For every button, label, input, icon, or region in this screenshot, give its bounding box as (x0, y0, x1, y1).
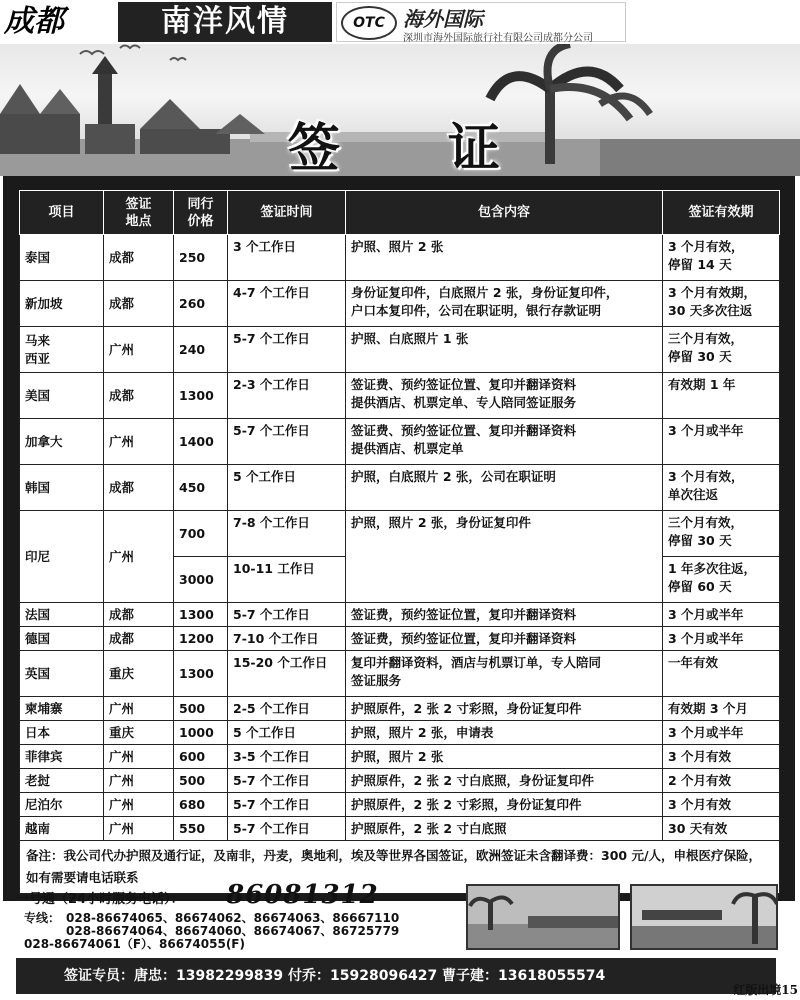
validity-cell: 3 个月或半年 (663, 419, 780, 465)
visa-table (19, 190, 780, 894)
country-cell: 菲律宾 (20, 745, 104, 769)
price-cell: 250 (174, 235, 228, 281)
table-row (20, 793, 780, 817)
country-cell: 马来 西亚 (20, 327, 104, 373)
validity-cell: 一年有效 (663, 651, 780, 697)
content-cell: 身份证复印件，白底照片 2 张，身份证复印件， 户口本复印件，公司在职证明，银行存款证明 (346, 281, 663, 327)
header-bar (0, 0, 800, 44)
validity-cell: 三个月有效， 停留 30 天 (663, 327, 780, 373)
time-cell: 5-7 个工作日 (228, 327, 346, 373)
validity-cell: 有效期 1 年 (663, 373, 780, 419)
content-cell: 护照，照片 2 张，身份证复印件 (346, 511, 663, 603)
time-cell: 10-11 工作日 (228, 557, 346, 603)
banner-scenery-image (0, 44, 800, 176)
content-cell: 签证费、预约签证位置、复印并翻译资料 提供酒店、机票定单、专人陪同签证服务 (346, 373, 663, 419)
header-brand: 南洋风情 (118, 2, 332, 42)
time-cell: 5-7 个工作日 (228, 603, 346, 627)
location-cell: 重庆 (104, 721, 174, 745)
table-row (20, 817, 780, 841)
table-row (20, 327, 780, 373)
banner-title-right: 证 (448, 118, 501, 176)
country-cell: 柬埔寨 (20, 697, 104, 721)
table-row (20, 651, 780, 697)
table-row (20, 511, 780, 557)
note-text: 备注：我公司代办护照及通行证，及南非，丹麦，奥地利，埃及等世界各国签证，欧洲签证未含翻译费：300 元/人，申根医疗保险，如有需要请电话联系 (20, 841, 780, 894)
validity-cell: 3 个月有效， 停留 14 天 (663, 235, 780, 281)
country-cell: 泰国 (20, 235, 104, 281)
validity-cell: 30 天有效 (663, 817, 780, 841)
location-cell: 成都 (104, 281, 174, 327)
price-cell: 680 (174, 793, 228, 817)
location-cell: 成都 (104, 235, 174, 281)
country-cell: 新加坡 (20, 281, 104, 327)
price-cell: 450 (174, 465, 228, 511)
validity-cell: 3 个月有效 (663, 745, 780, 769)
header-city: 成都 (4, 4, 64, 39)
location-cell: 成都 (104, 373, 174, 419)
table-row (20, 697, 780, 721)
header-item: 项目 (20, 191, 104, 235)
header-validity: 签证有效期 (663, 191, 780, 235)
table-row (20, 603, 780, 627)
table-row (20, 745, 780, 769)
location-cell: 广州 (104, 769, 174, 793)
location-cell: 广州 (104, 745, 174, 769)
phone-line-1: 028-86674065、86674062、86674063、86667110 (66, 911, 400, 925)
phone-line-label: 专线： (24, 911, 61, 925)
time-cell: 3 个工作日 (228, 235, 346, 281)
company-logo (336, 2, 626, 42)
price-cell: 260 (174, 281, 228, 327)
content-cell: 复印并翻译资料，酒店与机票订单，专人陪同 签证服务 (346, 651, 663, 697)
time-cell: 5-7 个工作日 (228, 419, 346, 465)
time-cell: 4-7 个工作日 (228, 281, 346, 327)
visa-specialists-bar: 签证专员：唐忠：13982299839 付乔：15928096427 曹子建：13618055574 (16, 958, 776, 994)
time-cell: 5-7 个工作日 (228, 817, 346, 841)
country-cell: 加拿大 (20, 419, 104, 465)
validity-cell: 2 个月有效 (663, 769, 780, 793)
location-cell: 成都 (104, 465, 174, 511)
price-cell: 1400 (174, 419, 228, 465)
time-cell: 2-3 个工作日 (228, 373, 346, 419)
price-cell: 550 (174, 817, 228, 841)
content-cell: 护照原件，2 张 2 寸白底照 (346, 817, 663, 841)
time-cell: 7-8 个工作日 (228, 511, 346, 557)
price-cell: 600 (174, 745, 228, 769)
time-cell: 5-7 个工作日 (228, 769, 346, 793)
table-header-row (20, 191, 780, 235)
phone-line-3: 028-86674061（F）、86674055(F) (24, 937, 245, 951)
content-cell: 护照、照片 2 张 (346, 235, 663, 281)
validity-cell: 3 个月有效期， 30 天多次往返 (663, 281, 780, 327)
company-name-cn: 海外国际 (403, 7, 483, 31)
hotline-label: 一号通（24小时服务电话）： (16, 892, 184, 907)
time-cell: 5 个工作日 (228, 465, 346, 511)
price-cell: 500 (174, 697, 228, 721)
price-cell: 1000 (174, 721, 228, 745)
location-cell: 重庆 (104, 651, 174, 697)
company-full-name: 深圳市海外国际旅行社有限公司成都分公司 (403, 33, 593, 44)
country-cell: 德国 (20, 627, 104, 651)
location-cell: 广州 (104, 419, 174, 465)
content-cell: 护照原件，2 张 2 寸彩照，身份证复印件 (346, 793, 663, 817)
header-location: 签证 地点 (104, 191, 174, 235)
table-row (20, 627, 780, 651)
country-cell: 日本 (20, 721, 104, 745)
scenery-photo-lake (466, 884, 620, 950)
table-row (20, 465, 780, 511)
validity-cell: 1 年多次往返， 停留 60 天 (663, 557, 780, 603)
location-cell: 广州 (104, 511, 174, 603)
content-cell: 护照，照片 2 张，申请表 (346, 721, 663, 745)
table-row (20, 235, 780, 281)
time-cell: 3-5 个工作日 (228, 745, 346, 769)
content-cell: 护照，白底照片 2 张，公司在职证明 (346, 465, 663, 511)
country-cell: 韩国 (20, 465, 104, 511)
time-cell: 5-7 个工作日 (228, 793, 346, 817)
content-cell: 签证费，预约签证位置，复印并翻译资料 (346, 627, 663, 651)
table-row (20, 419, 780, 465)
location-cell: 广州 (104, 697, 174, 721)
price-cell: 700 (174, 511, 228, 557)
price-cell: 1300 (174, 651, 228, 697)
content-cell: 护照原件，2 张 2 寸彩照，身份证复印件 (346, 697, 663, 721)
validity-cell: 3 个月或半年 (663, 603, 780, 627)
country-cell: 英国 (20, 651, 104, 697)
validity-cell: 3 个月或半年 (663, 627, 780, 651)
price-cell: 1300 (174, 373, 228, 419)
hotline-number: 86081312 (226, 880, 379, 910)
time-cell: 5 个工作日 (228, 721, 346, 745)
location-cell: 成都 (104, 627, 174, 651)
price-cell: 500 (174, 769, 228, 793)
content-cell: 签证费，预约签证位置，复印并翻译资料 (346, 603, 663, 627)
time-cell: 2-5 个工作日 (228, 697, 346, 721)
validity-cell: 3 个月或半年 (663, 721, 780, 745)
location-cell: 广州 (104, 793, 174, 817)
banner (0, 44, 800, 176)
header-price: 同行 价格 (174, 191, 228, 235)
contact-block (16, 880, 466, 956)
content-cell: 护照，照片 2 张 (346, 745, 663, 769)
price-cell: 3000 (174, 557, 228, 603)
table-body (20, 235, 780, 894)
time-cell: 15-20 个工作日 (228, 651, 346, 697)
table-row (20, 721, 780, 745)
validity-cell: 有效期 3 个月 (663, 697, 780, 721)
price-cell: 1200 (174, 627, 228, 651)
header-content: 包含内容 (346, 191, 663, 235)
page-tag: 红版出境15 (733, 983, 798, 997)
content-cell: 护照原件，2 张 2 寸白底照，身份证复印件 (346, 769, 663, 793)
location-cell: 广州 (104, 327, 174, 373)
scenery-photo-bay (630, 884, 778, 950)
country-cell: 美国 (20, 373, 104, 419)
content-cell: 签证费、预约签证位置、复印并翻译资料 提供酒店、机票定单 (346, 419, 663, 465)
table-row (20, 281, 780, 327)
table-row (20, 373, 780, 419)
phone-lines (24, 912, 399, 951)
visa-table-panel (3, 176, 795, 901)
validity-cell: 3 个月有效， 单次往返 (663, 465, 780, 511)
otc-logo-icon: OTC (341, 6, 397, 40)
country-cell: 印尼 (20, 511, 104, 603)
location-cell: 广州 (104, 817, 174, 841)
content-cell: 护照、白底照片 1 张 (346, 327, 663, 373)
banner-title-left: 签 (288, 118, 341, 176)
location-cell: 成都 (104, 603, 174, 627)
country-cell: 法国 (20, 603, 104, 627)
price-cell: 1300 (174, 603, 228, 627)
header-time: 签证时间 (228, 191, 346, 235)
time-cell: 7-10 个工作日 (228, 627, 346, 651)
country-cell: 老挝 (20, 769, 104, 793)
country-cell: 尼泊尔 (20, 793, 104, 817)
validity-cell: 3 个月有效 (663, 793, 780, 817)
validity-cell: 三个月有效， 停留 30 天 (663, 511, 780, 557)
price-cell: 240 (174, 327, 228, 373)
table-row (20, 769, 780, 793)
country-cell: 越南 (20, 817, 104, 841)
phone-line-2: 028-86674064、86674060、86674067、86725779 (66, 924, 400, 938)
